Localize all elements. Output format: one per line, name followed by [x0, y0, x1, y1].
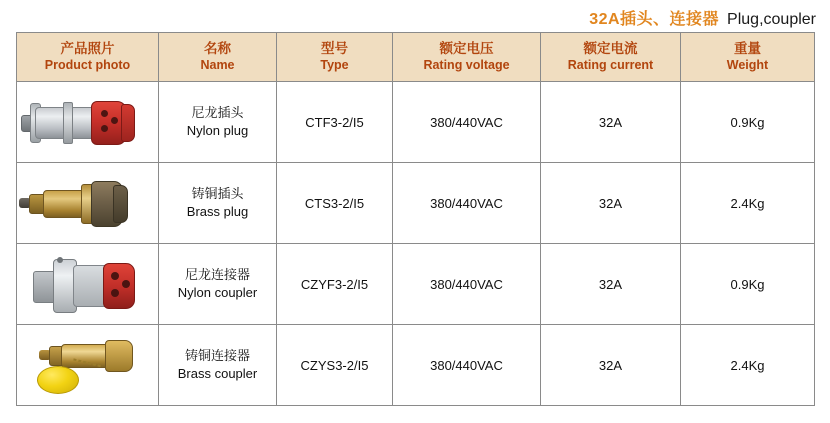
table-row [17, 325, 815, 406]
brass-plug-photo [17, 164, 158, 242]
product-current-cell: 32A [541, 163, 681, 244]
brass-coupler-yellow-cap [37, 366, 79, 394]
product-current-cell: 32A [541, 244, 681, 325]
plug-red-cap [121, 104, 135, 142]
column-header-product-photo [17, 33, 159, 82]
coupler-socket-hole [111, 289, 119, 297]
page-title-english: Plug,coupler [727, 11, 816, 28]
table-row [17, 244, 815, 325]
plug-front-ring [63, 102, 73, 144]
product-photo-cell [17, 244, 159, 325]
product-type-cell: CTS3-2/I5 [277, 163, 393, 244]
product-current-cell: 32A [541, 82, 681, 163]
coupler-red-head [103, 263, 135, 309]
product-voltage-cell: 380/440VAC [393, 325, 541, 406]
spec-table-wrapper [16, 32, 814, 406]
coupler-socket-hole [111, 272, 119, 280]
table-row [17, 82, 815, 163]
column-header-weight-en: Weight [726, 57, 769, 72]
brass-coupler-head [105, 340, 133, 372]
product-voltage-cell: 380/440VAC [393, 82, 541, 163]
plug-pin [111, 117, 118, 124]
product-photo-cell [17, 325, 159, 406]
product-photo-cell [17, 163, 159, 244]
product-name-cn: 铸铜插头 [191, 186, 244, 202]
product-name-cn: 尼龙插头 [191, 105, 244, 121]
product-current-cell: 32A [541, 325, 681, 406]
product-name-en: Brass plug [186, 204, 249, 219]
product-name-cn: 尼龙连接器 [184, 267, 250, 283]
product-name-cn: 铸铜连接器 [184, 348, 250, 364]
column-header-name-cn: 名称 [204, 40, 231, 56]
column-header-product-photo-cn: 产品照片 [60, 40, 115, 56]
coupler-screw [57, 257, 63, 263]
spec-table [16, 32, 815, 406]
page-title [589, 6, 816, 29]
table-header [17, 33, 815, 82]
product-voltage-cell: 380/440VAC [393, 244, 541, 325]
product-voltage-cell: 380/440VAC [393, 163, 541, 244]
brass-coupler-photo [17, 326, 158, 404]
nylon-coupler-photo [17, 245, 158, 323]
column-header-name [159, 33, 277, 82]
column-header-rating-current [541, 33, 681, 82]
column-header-type-cn: 型号 [321, 40, 348, 56]
plug-pin [101, 125, 108, 132]
table-body [17, 82, 815, 406]
product-photo-cell [17, 82, 159, 163]
product-type-cell: CZYF3-2/I5 [277, 244, 393, 325]
column-header-rating-current-en: Rating current [567, 57, 654, 72]
product-weight-cell: 2.4Kg [681, 325, 815, 406]
product-type-cell: CTF3-2/I5 [277, 82, 393, 163]
product-weight-cell: 0.9Kg [681, 244, 815, 325]
column-header-product-photo-en: Product photo [44, 57, 131, 72]
product-name-cell [159, 163, 277, 244]
column-header-weight [681, 33, 815, 82]
brass-plug-face [113, 185, 128, 223]
product-name-cell [159, 82, 277, 163]
plug-pin [101, 110, 108, 117]
column-header-name-en: Name [200, 57, 235, 72]
product-name-cell [159, 325, 277, 406]
column-header-weight-cn: 重量 [734, 40, 761, 56]
column-header-rating-current-cn: 额定电流 [583, 40, 638, 56]
column-header-type-en: Type [320, 57, 349, 72]
nylon-plug-photo [17, 83, 158, 161]
column-header-type [277, 33, 393, 82]
column-header-rating-voltage-cn: 额定电压 [439, 40, 494, 56]
coupler-socket-hole [122, 280, 130, 288]
product-name-en: Nylon plug [186, 123, 249, 138]
column-header-rating-voltage-en: Rating voltage [423, 57, 510, 72]
product-type-cell: CZYS3-2/I5 [277, 325, 393, 406]
page-title-chinese: 32A插头、连接器 [589, 11, 720, 28]
product-weight-cell: 0.9Kg [681, 82, 815, 163]
column-header-rating-voltage [393, 33, 541, 82]
product-weight-cell: 2.4Kg [681, 163, 815, 244]
product-name-cell [159, 244, 277, 325]
product-name-en: Brass coupler [177, 366, 258, 381]
table-row [17, 163, 815, 244]
table-header-row [17, 33, 815, 82]
product-name-en: Nylon coupler [177, 285, 258, 300]
